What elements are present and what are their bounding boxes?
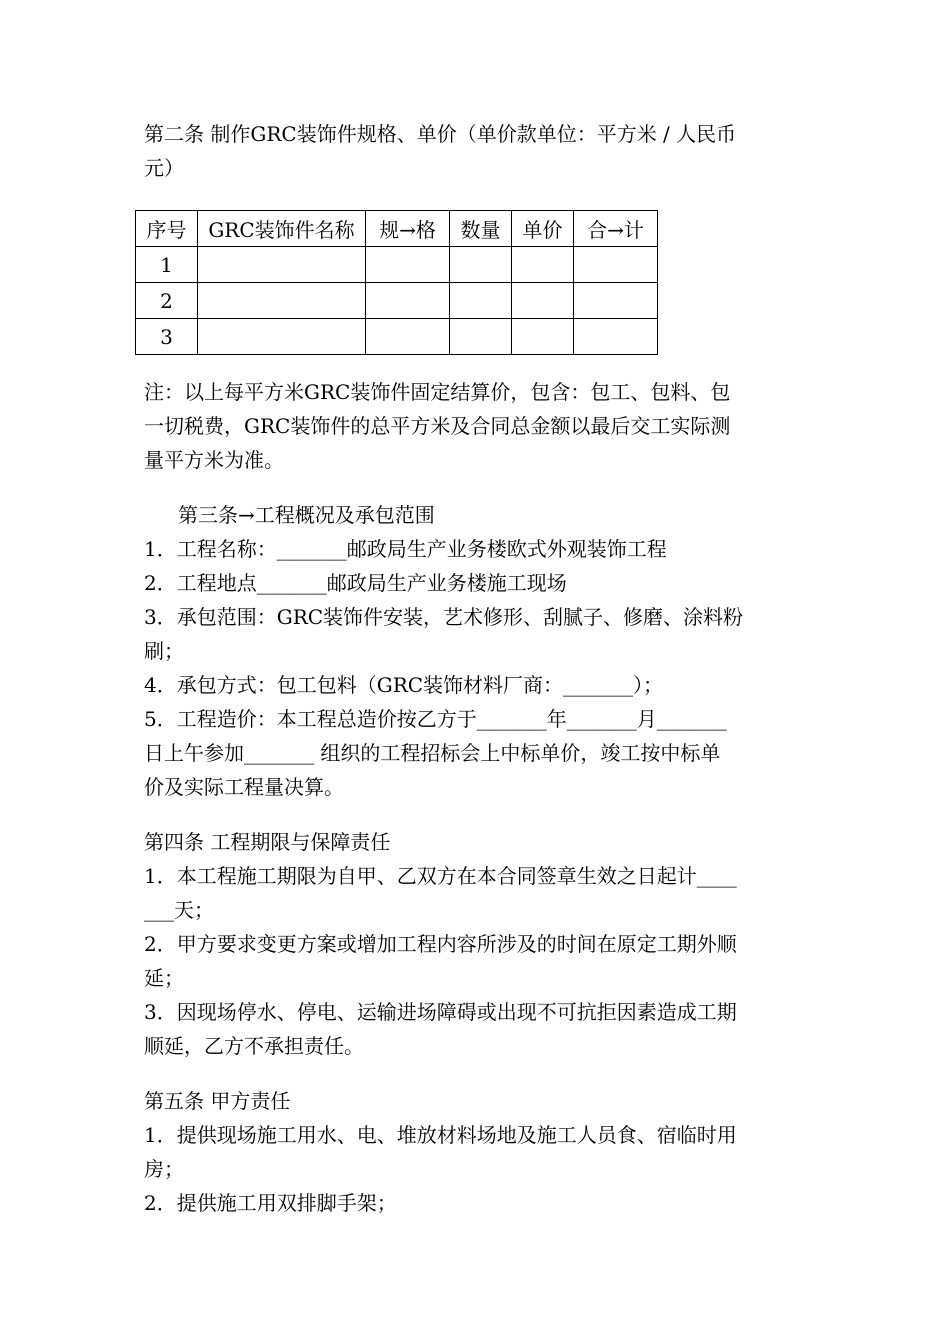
article5-heading: 第五条 甲方责任 — [144, 1089, 291, 1113]
article5-item-1: 1．提供现场施工用水、电、堆放材料场地及施工人员食、宿临时用 — [144, 1123, 737, 1147]
article4-item-2: 2．甲方要求变更方案或增加工程内容所涉及的时间在原定工期外顺 — [144, 932, 737, 956]
col-header-total: 合→计 — [574, 211, 658, 247]
article4-item-3: 3．因现场停水、停电、运输进场障碍或出现不可抗拒因素造成工期 — [144, 1000, 737, 1024]
cell-total — [574, 319, 658, 355]
cell-name — [198, 319, 366, 355]
table-row — [136, 247, 658, 283]
cell-spec — [366, 283, 450, 319]
article2-note-cont: 量平方米为准。 — [144, 448, 284, 472]
cell-name — [198, 283, 366, 319]
table-header-row — [136, 211, 658, 247]
cell-total — [574, 247, 658, 283]
cell-quantity — [450, 247, 512, 283]
article4-item-2-cont: 延； — [144, 966, 184, 990]
cell-name — [198, 247, 366, 283]
article2-note-cont: 一切税费，GRC装饰件的总平方米及合同总金额以最后交工实际测 — [144, 414, 731, 438]
article3-item-5-cont: 日上午参加_______ 组织的工程招标会上中标单价，竣工按中标单 — [144, 741, 721, 765]
article3-item-3: 3．承包范围：GRC装饰件安装，艺术修形、刮腻子、修磨、涂料粉 — [144, 605, 744, 629]
col-header-quantity: 数量 — [450, 211, 512, 247]
col-header-name: GRC装饰件名称 — [198, 211, 366, 247]
article3-item-2: 2．工程地点_______邮政局生产业务楼施工现场 — [144, 571, 567, 595]
article3-item-5: 5．工程造价：本工程总造价按乙方于_______年_______月_______ — [144, 707, 727, 731]
article2-heading: 第二条 制作GRC装饰件规格、单价（单价款单位：平方米 / 人民币 — [144, 122, 737, 146]
article4-item-1-cont: ___天； — [144, 898, 214, 922]
cell-index: 1 — [136, 247, 198, 283]
article4-heading: 第四条 工程期限与保障责任 — [144, 830, 391, 854]
article2-note: 注：以上每平方米GRC装饰件固定结算价，包含：包工、包料、包 — [144, 380, 731, 404]
spec-table — [135, 210, 658, 355]
article3-item-4: 4．承包方式：包工包料（GRC装饰材料厂商：_______）； — [144, 673, 664, 697]
cell-unit-price — [512, 247, 574, 283]
article4-item-1: 1．本工程施工期限为自甲、乙双方在本合同签章生效之日起计____ — [144, 864, 737, 888]
article3-heading: 第三条→工程概况及承包范围 — [178, 503, 435, 527]
cell-quantity — [450, 319, 512, 355]
article3-item-5-cont: 价及实际工程量决算。 — [144, 775, 344, 799]
article3-item-3-cont: 刷； — [144, 639, 184, 663]
cell-unit-price — [512, 283, 574, 319]
col-header-index: 序号 — [136, 211, 198, 247]
article4-item-3-cont: 顺延，乙方不承担责任。 — [144, 1034, 364, 1058]
article5-item-2: 2．提供施工用双排脚手架； — [144, 1191, 397, 1215]
table-row — [136, 319, 658, 355]
cell-spec — [366, 247, 450, 283]
cell-index: 3 — [136, 319, 198, 355]
article3-item-1: 1．工程名称：_______邮政局生产业务楼欧式外观装饰工程 — [144, 537, 667, 561]
article2-heading-cont: 元） — [144, 156, 184, 180]
cell-unit-price — [512, 319, 574, 355]
article5-item-1-cont: 房； — [144, 1157, 184, 1181]
col-header-unit-price: 单价 — [512, 211, 574, 247]
cell-spec — [366, 319, 450, 355]
cell-quantity — [450, 283, 512, 319]
table-row — [136, 283, 658, 319]
cell-total — [574, 283, 658, 319]
cell-index: 2 — [136, 283, 198, 319]
col-header-spec: 规→格 — [366, 211, 450, 247]
